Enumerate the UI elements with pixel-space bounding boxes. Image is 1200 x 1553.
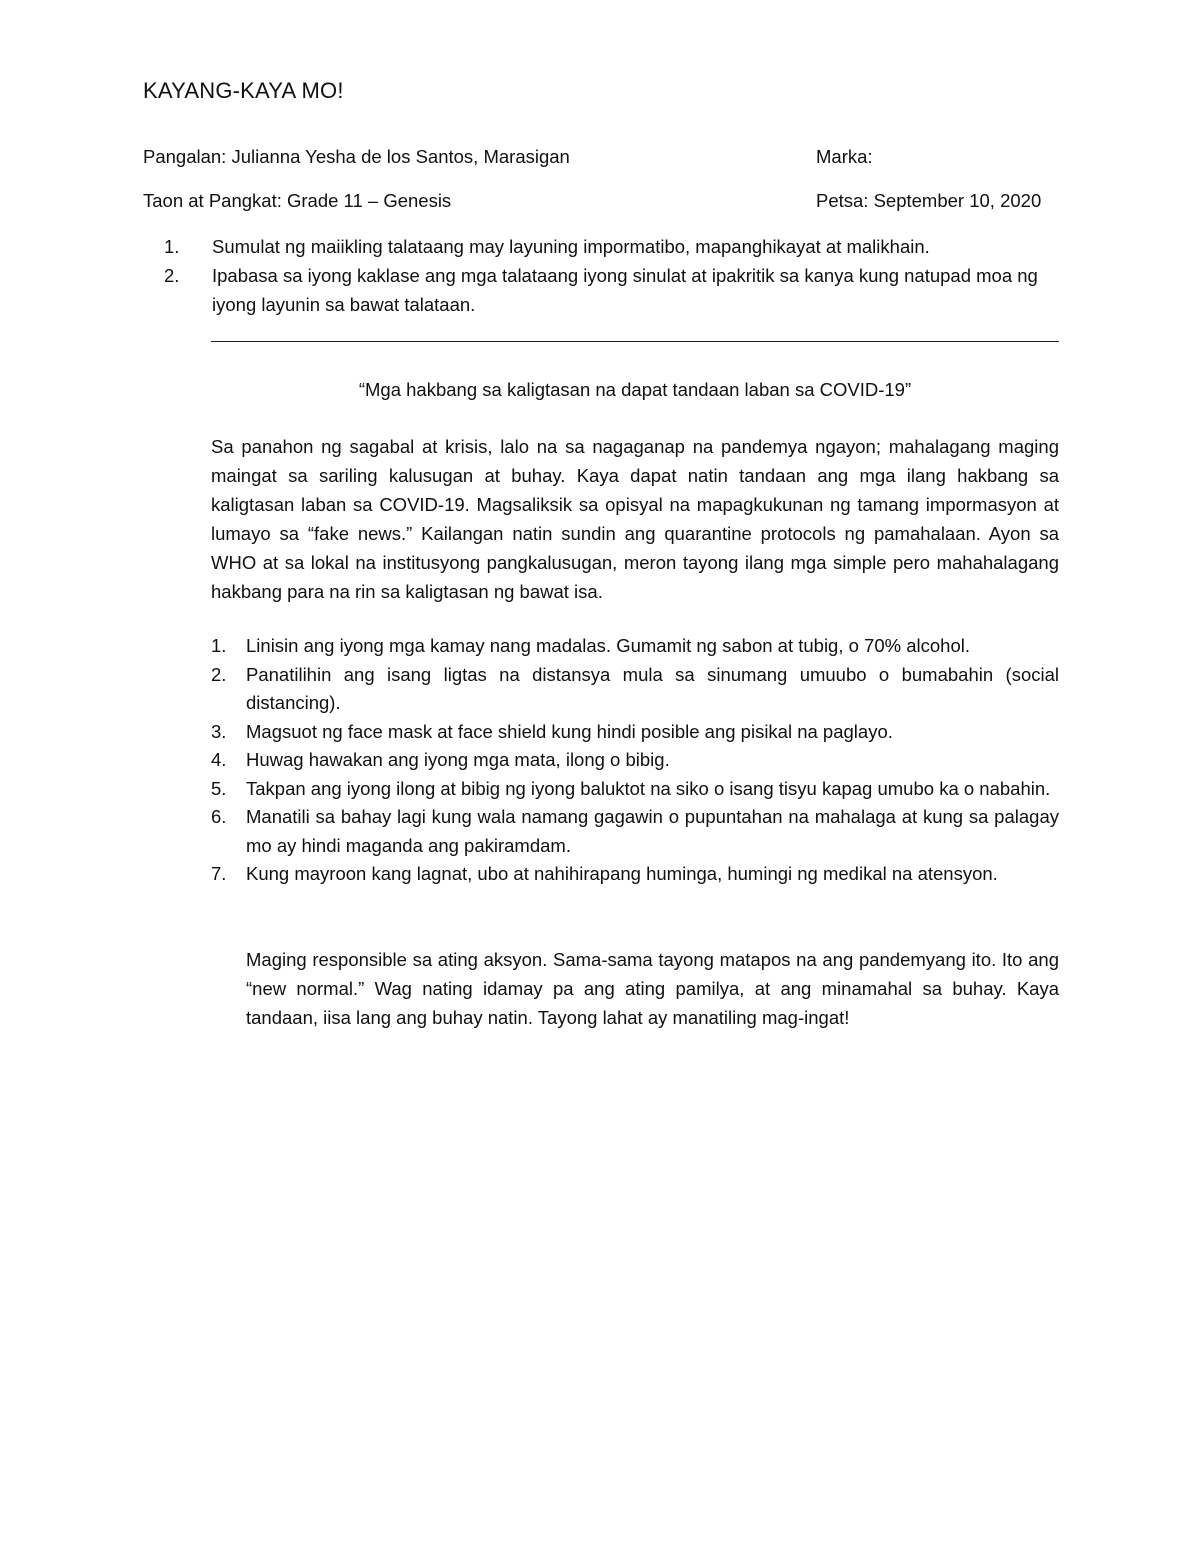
list-text: Sumulat ng maiikling talataang may layuning impormatibo, mapanghikayat at malikhain. — [212, 236, 930, 257]
list-text: Huwag hawakan ang iyong mga mata, ilong o bibig. — [246, 749, 670, 770]
list-number: 6. — [211, 806, 227, 827]
list-text: Panatilihin ang isang ligtas na distansya mula sa sinumang umuubo o bumabahin (social distancing). — [246, 663, 1059, 713]
list-number: 2. — [164, 265, 180, 286]
list-item — [211, 746, 1059, 775]
list-item — [211, 632, 1059, 661]
list-item — [143, 261, 1058, 319]
list-item — [211, 775, 1059, 804]
list-text: Linisin ang iyong mga kamay nang madalas. Gumamit ng sabon at tubig, o 70% alcohol. — [246, 635, 970, 656]
list-text: Kung mayroon kang lagnat, ubo at nahihirapang huminga, humingi ng medikal na atensyon. — [246, 863, 998, 884]
list-number: 3. — [211, 720, 227, 742]
closing-paragraph: Maging responsible sa ating aksyon. Sama-sama tayong matapos na ang pandemyang ito. Ito ang “new normal.” Wag nating idamay pa ang ating pamilya, at ang minamahal sa buhay. Kaya tandaan, iisa lang ang buhay natin. Tayong lahat ay manatiling mag-ingat! — [246, 949, 1059, 1028]
essay-title: “Mga hakbang sa kaligtasan na dapat tandaan laban sa COVID-19” — [358, 379, 912, 400]
intro-paragraph: Sa panahon ng sagabal at krisis, lalo na sa nagaganap na pandemya ngayon; mahalagang maging maingat sa sariling kalusugan at buhay. Kaya dapat natin tandaan ang mga ilang hakbang sa kaligtasan laban sa COVID-19. Magsaliksik sa opisyal na mapagkukunan ng tamang impormasyon at lumayo sa “fake news.” Kailangan natin sundin ang quarantine protocols ng pamahalaan. Ayon sa WHO at sa lokal na institusyong pangkalusugan, meron tayong ilang mga simple pero mahahalagang hakbang para na rin sa kaligtasan ng bawat isa. — [211, 436, 1059, 602]
instructions-list — [143, 232, 1058, 319]
list-item — [143, 232, 1058, 261]
list-item — [211, 803, 1059, 860]
year-section: Taon at Pangkat: Grade 11 – Genesis — [143, 190, 452, 211]
list-item — [211, 661, 1059, 718]
list-item — [211, 718, 1059, 747]
list-text: Takpan ang iyong ilong at bibig ng iyong baluktot na siko o isang tisyu kapag umubo ka o nabahin. — [246, 777, 1051, 799]
document-title: KAYANG-KAYA MO! — [143, 78, 344, 103]
list-number: 1. — [164, 236, 180, 257]
list-number: 4. — [211, 749, 227, 770]
list-number: 7. — [211, 863, 227, 884]
score-label: Marka: — [816, 146, 873, 167]
list-number: 5. — [211, 777, 227, 799]
horizontal-divider — [211, 341, 1059, 342]
student-name: Pangalan: Julianna Yesha de los Santos, Marasigan — [143, 146, 570, 167]
list-text: Ipabasa sa iyong kaklase ang mga talataang iyong sinulat at ipakritik sa kanya kung natupad moa ng iyong layunin sa bawat talataan. — [212, 265, 1038, 315]
list-number: 1. — [211, 635, 227, 656]
list-item — [211, 860, 1059, 889]
list-number: 2. — [211, 663, 227, 685]
safety-tips-list — [211, 632, 1059, 889]
date-label: Petsa: September 10, 2020 — [816, 190, 1042, 211]
list-text: Manatili sa bahay lagi kung wala namang gagawin o pupuntahan na mahalaga at kung sa palagay mo ay hindi maganda ang pakiramdam. — [246, 806, 1059, 856]
list-text: Magsuot ng face mask at face shield kung hindi posible ang pisikal na paglayo. — [246, 720, 893, 742]
